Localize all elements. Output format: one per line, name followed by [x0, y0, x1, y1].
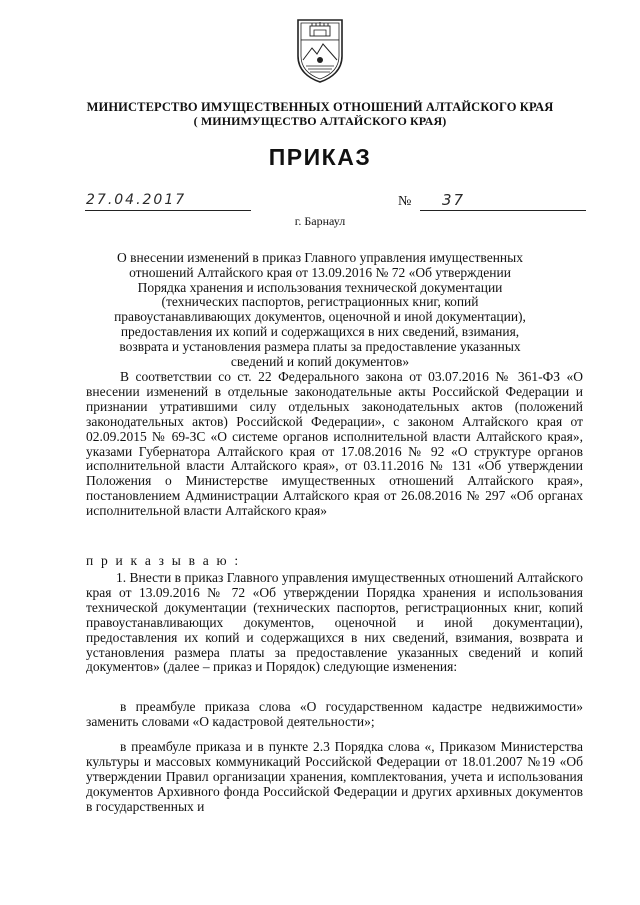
handwritten-number: 37 [442, 191, 466, 209]
decree-word: п р и к а з ы в а ю : [86, 553, 241, 568]
ministry-name: МИНИСТЕРСТВО ИМУЩЕСТВЕННЫХ ОТНОШЕНИЙ АЛТАЙСКОГО КРАЯ [86, 100, 554, 114]
order-subject: О внесении изменений в приказ Главного управления имущественных отношений Алтайского края от 13.09.2016 № 72 «Об утверждении Порядка хранения и использования технической документации (технических паспортов, регистрационных книг, копий правоустанавливающих документов, оценочной и иной документации), предоставления их копий и содержащихся в них сведений, взимания, возврата и установления размера платы за предоставление указанных сведений и копий документов» [114, 250, 526, 369]
preamble-paragraph: В соответствии со ст. 22 Федерального закона от 03.07.2016 № 361-ФЗ «О внесении изменений в отдельные законодательные акты Российской Федерации и признании утратившими силу отдельных законодательных актов (положений законодательных актов) Российской Федерации», с законом Алтайского края от 02.09.2015 № 69-ЗС «О системе органов исполнительной власти Алтайского края», указами Губернатора Алтайского края от 17.08.2016 № 92 «О структуре органов исполнительной власти Алтайского края», от 03.11.2016 № 131 «Об утверждении Положения о Министерстве имущественных отношений Алтайского края», постановлением Администрации Алтайского края от 26.08.2016 № 297 «Об органах исполнительной власти Алтайского края» [86, 369, 583, 519]
document-title: ПРИКАЗ [268, 144, 372, 170]
change-paragraph-1: в преамбуле приказа слова «О государственном кадастре недвижимости» заменить словами «О кадастровой деятельности»; [86, 699, 583, 729]
handwritten-date: 27.04.2017 [86, 192, 187, 208]
date-underline [85, 210, 251, 211]
city-name: г. Барнаул [294, 214, 346, 228]
item-1-paragraph: 1. Внести в приказ Главного управления имущественных отношений Алтайского края от 13.09.2016 № 72 «Об утверждении Порядка хранения и использования технической документации (технических паспортов, регистрационных книг, копий правоустанавливающих документов, оценочной и иной документации), предоставления их копий и содержащихся в них сведений, взимания, возврата и установления размера платы за предоставление указанных сведений и копий документов» (далее – приказ и Порядок) следующие изменения: [86, 570, 583, 675]
coat-of-arms-icon [292, 16, 348, 84]
number-sign: № [398, 194, 412, 209]
ministry-short-name: ( МИНИМУЩЕСТВО АЛТАЙСКОГО КРАЯ) [193, 114, 447, 128]
number-underline [420, 210, 586, 211]
change-paragraph-2: в преамбуле приказа и в пункте 2.3 Порядка слова «, Приказом Министерства культуры и массовых коммуникаций Российской Федерации от 18.01.2007 №19 «Об утверждении Правил организации хранения, комплектования, учета и использования документов Архивного фонда Российской Федерации и других архивных документов в государственных и [86, 739, 583, 814]
